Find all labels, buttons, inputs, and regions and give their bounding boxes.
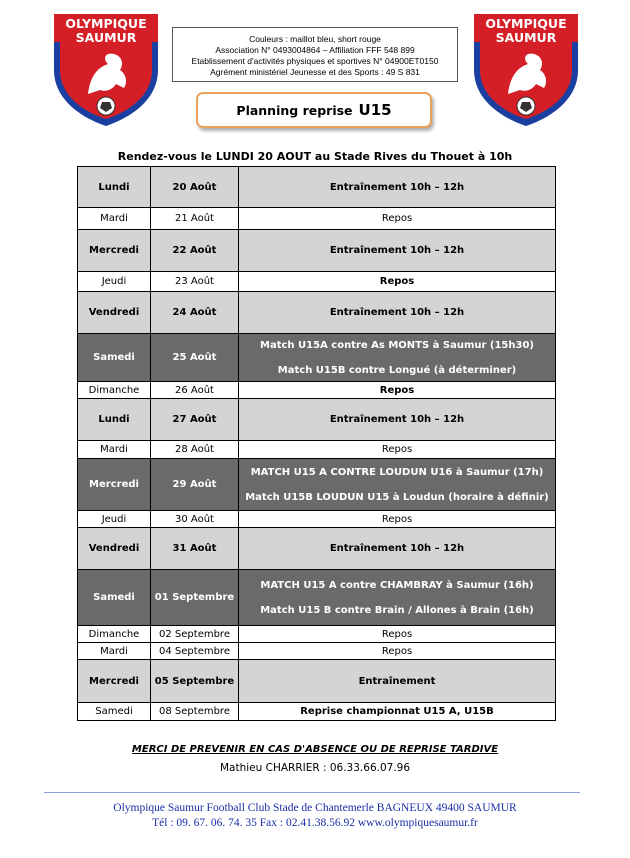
schedule-day: Jeudi — [78, 511, 151, 528]
schedule-date: 01 Septembre — [151, 570, 239, 626]
info-colors: Couleurs : maillot bleu, short rouge — [249, 34, 381, 44]
schedule-day: Samedi — [78, 570, 151, 626]
logo-text-line2: SAUMUR — [495, 30, 557, 45]
schedule-row — [78, 660, 556, 703]
schedule-day: Dimanche — [78, 382, 151, 399]
schedule-date: 31 Août — [151, 528, 239, 570]
schedule-day: Mardi — [78, 643, 151, 660]
info-association-number: Association N° 0493004864 – Affiliation FFF 548 899 — [215, 45, 415, 55]
schedule-day: Lundi — [78, 399, 151, 441]
schedule-row — [78, 528, 556, 570]
logo-text-line1: OLYMPIQUE — [485, 16, 567, 31]
logo-text-line2: SAUMUR — [75, 30, 137, 45]
schedule-activity — [239, 459, 556, 511]
activity-line: Repos — [381, 513, 413, 525]
activity-line: Entraînement — [358, 675, 436, 687]
activity-line: Repos — [381, 444, 413, 455]
activity-line: Repos — [379, 276, 415, 287]
schedule-row — [78, 167, 556, 208]
activity-line: Repos — [381, 213, 413, 224]
schedule-body — [78, 167, 556, 721]
schedule-activity — [239, 626, 556, 643]
schedule-day: Samedi — [78, 703, 151, 721]
schedule-day: Vendredi — [78, 292, 151, 334]
activity-line: Entraînement 10h – 12h — [329, 543, 465, 554]
schedule-day: Jeudi — [78, 272, 151, 292]
schedule-day: Dimanche — [78, 626, 151, 643]
absence-notice: MERCI DE PREVENIR EN CAS D'ABSENCE OU DE REPRISE TARDIVE — [131, 744, 499, 755]
schedule-date: 25 Août — [151, 334, 239, 382]
schedule-activity — [239, 511, 556, 528]
activity-line: Match U15B LOUDUN U15 à Loudun (horaire à définir) — [245, 491, 549, 503]
footer-phone-website: Tél : 09. 67. 06. 74. 35 Fax : 02.41.38.56.92 www.olympiquesaumur.fr — [152, 817, 478, 829]
association-info-box — [172, 27, 458, 82]
schedule-activity — [239, 230, 556, 272]
schedule-date: 02 Septembre — [151, 626, 239, 643]
activity-line: Repos — [381, 645, 413, 657]
schedule-activity — [239, 292, 556, 334]
schedule-activity — [239, 272, 556, 292]
schedule-day: Mardi — [78, 441, 151, 459]
activity-line: Match U15A contre As MONTS à Saumur (15h30) — [260, 339, 534, 351]
schedule-date: 22 Août — [151, 230, 239, 272]
schedule-day: Lundi — [78, 167, 151, 208]
footer-divider — [44, 792, 580, 793]
schedule-activity — [239, 167, 556, 208]
activity-line: MATCH U15 A contre CHAMBRAY à Saumur (16h) — [260, 579, 534, 591]
schedule-activity — [239, 528, 556, 570]
schedule-activity — [239, 441, 556, 459]
schedule-date: 27 Août — [151, 399, 239, 441]
schedule-date: 24 Août — [151, 292, 239, 334]
schedule-date: 23 Août — [151, 272, 239, 292]
logo-text-line1: OLYMPIQUE — [65, 16, 147, 31]
contact-line: Mathieu CHARRIER : 06.33.66.07.96 — [219, 762, 411, 774]
activity-line: Repos — [381, 628, 413, 640]
schedule-day: Mercredi — [78, 660, 151, 703]
planning-team: U15 — [358, 101, 392, 119]
schedule-row — [78, 399, 556, 441]
schedule-row — [78, 292, 556, 334]
schedule-date: 28 Août — [151, 441, 239, 459]
activity-line: Match U15B contre Longué (à déterminer) — [277, 364, 517, 376]
schedule-row — [78, 272, 556, 292]
schedule-row — [78, 459, 556, 511]
schedule-row — [78, 230, 556, 272]
schedule-date: 20 Août — [151, 167, 239, 208]
schedule-date: 30 Août — [151, 511, 239, 528]
schedule-activity — [239, 399, 556, 441]
schedule-day: Mercredi — [78, 459, 151, 511]
schedule-row — [78, 441, 556, 459]
schedule-table — [77, 166, 556, 721]
schedule-activity — [239, 643, 556, 660]
schedule-row — [78, 570, 556, 626]
schedule-day: Mercredi — [78, 230, 151, 272]
schedule-activity — [239, 570, 556, 626]
planning-title-box — [196, 92, 432, 128]
schedule-row — [78, 382, 556, 399]
schedule-row — [78, 334, 556, 382]
schedule-day: Vendredi — [78, 528, 151, 570]
activity-line: Reprise championnat U15 A, U15B — [300, 706, 494, 717]
schedule-activity — [239, 660, 556, 703]
schedule-row — [78, 208, 556, 230]
schedule-activity — [239, 334, 556, 382]
activity-line: Entraînement 10h – 12h — [329, 307, 465, 318]
activity-line: Entraînement 10h – 12h — [329, 414, 465, 425]
club-logo-right — [470, 8, 582, 128]
schedule-day: Samedi — [78, 334, 151, 382]
schedule-row — [78, 511, 556, 528]
schedule-activity — [239, 382, 556, 399]
schedule-row — [78, 643, 556, 660]
footer — [0, 801, 630, 831]
planning-label: Planning reprise — [236, 103, 353, 118]
schedule-date: 29 Août — [151, 459, 239, 511]
info-agreement: Agrément ministériel Jeunesse et des Sports : 49 S 831 — [210, 67, 420, 77]
activity-line: Entraînement 10h – 12h — [329, 245, 465, 256]
info-establishment-number: Etablissement d'activités physiques et sportives N° 04900ET0150 — [191, 56, 439, 66]
schedule-row — [78, 626, 556, 643]
activity-line: MATCH U15 A CONTRE LOUDUN U16 à Saumur (17h) — [250, 466, 544, 478]
schedule-date: 26 Août — [151, 382, 239, 399]
schedule-date: 21 Août — [151, 208, 239, 230]
club-logo-left — [50, 8, 162, 128]
schedule-activity — [239, 703, 556, 721]
footer-address: Olympique Saumur Football Club Stade de Chantemerle BAGNEUX 49400 SAUMUR — [113, 802, 517, 814]
schedule-activity — [239, 208, 556, 230]
activity-line: Repos — [379, 384, 415, 396]
schedule-date: 05 Septembre — [151, 660, 239, 703]
activity-line: Entraînement 10h – 12h — [329, 181, 465, 193]
schedule-date: 04 Septembre — [151, 643, 239, 660]
schedule-day: Mardi — [78, 208, 151, 230]
rendezvous-heading: Rendez-vous le LUNDI 20 AOUT au Stade Rives du Thouet à 10h — [117, 150, 513, 163]
schedule-date: 08 Septembre — [151, 703, 239, 721]
schedule-row — [78, 703, 556, 721]
activity-line: Match U15 B contre Brain / Allones à Brain (16h) — [260, 604, 534, 616]
